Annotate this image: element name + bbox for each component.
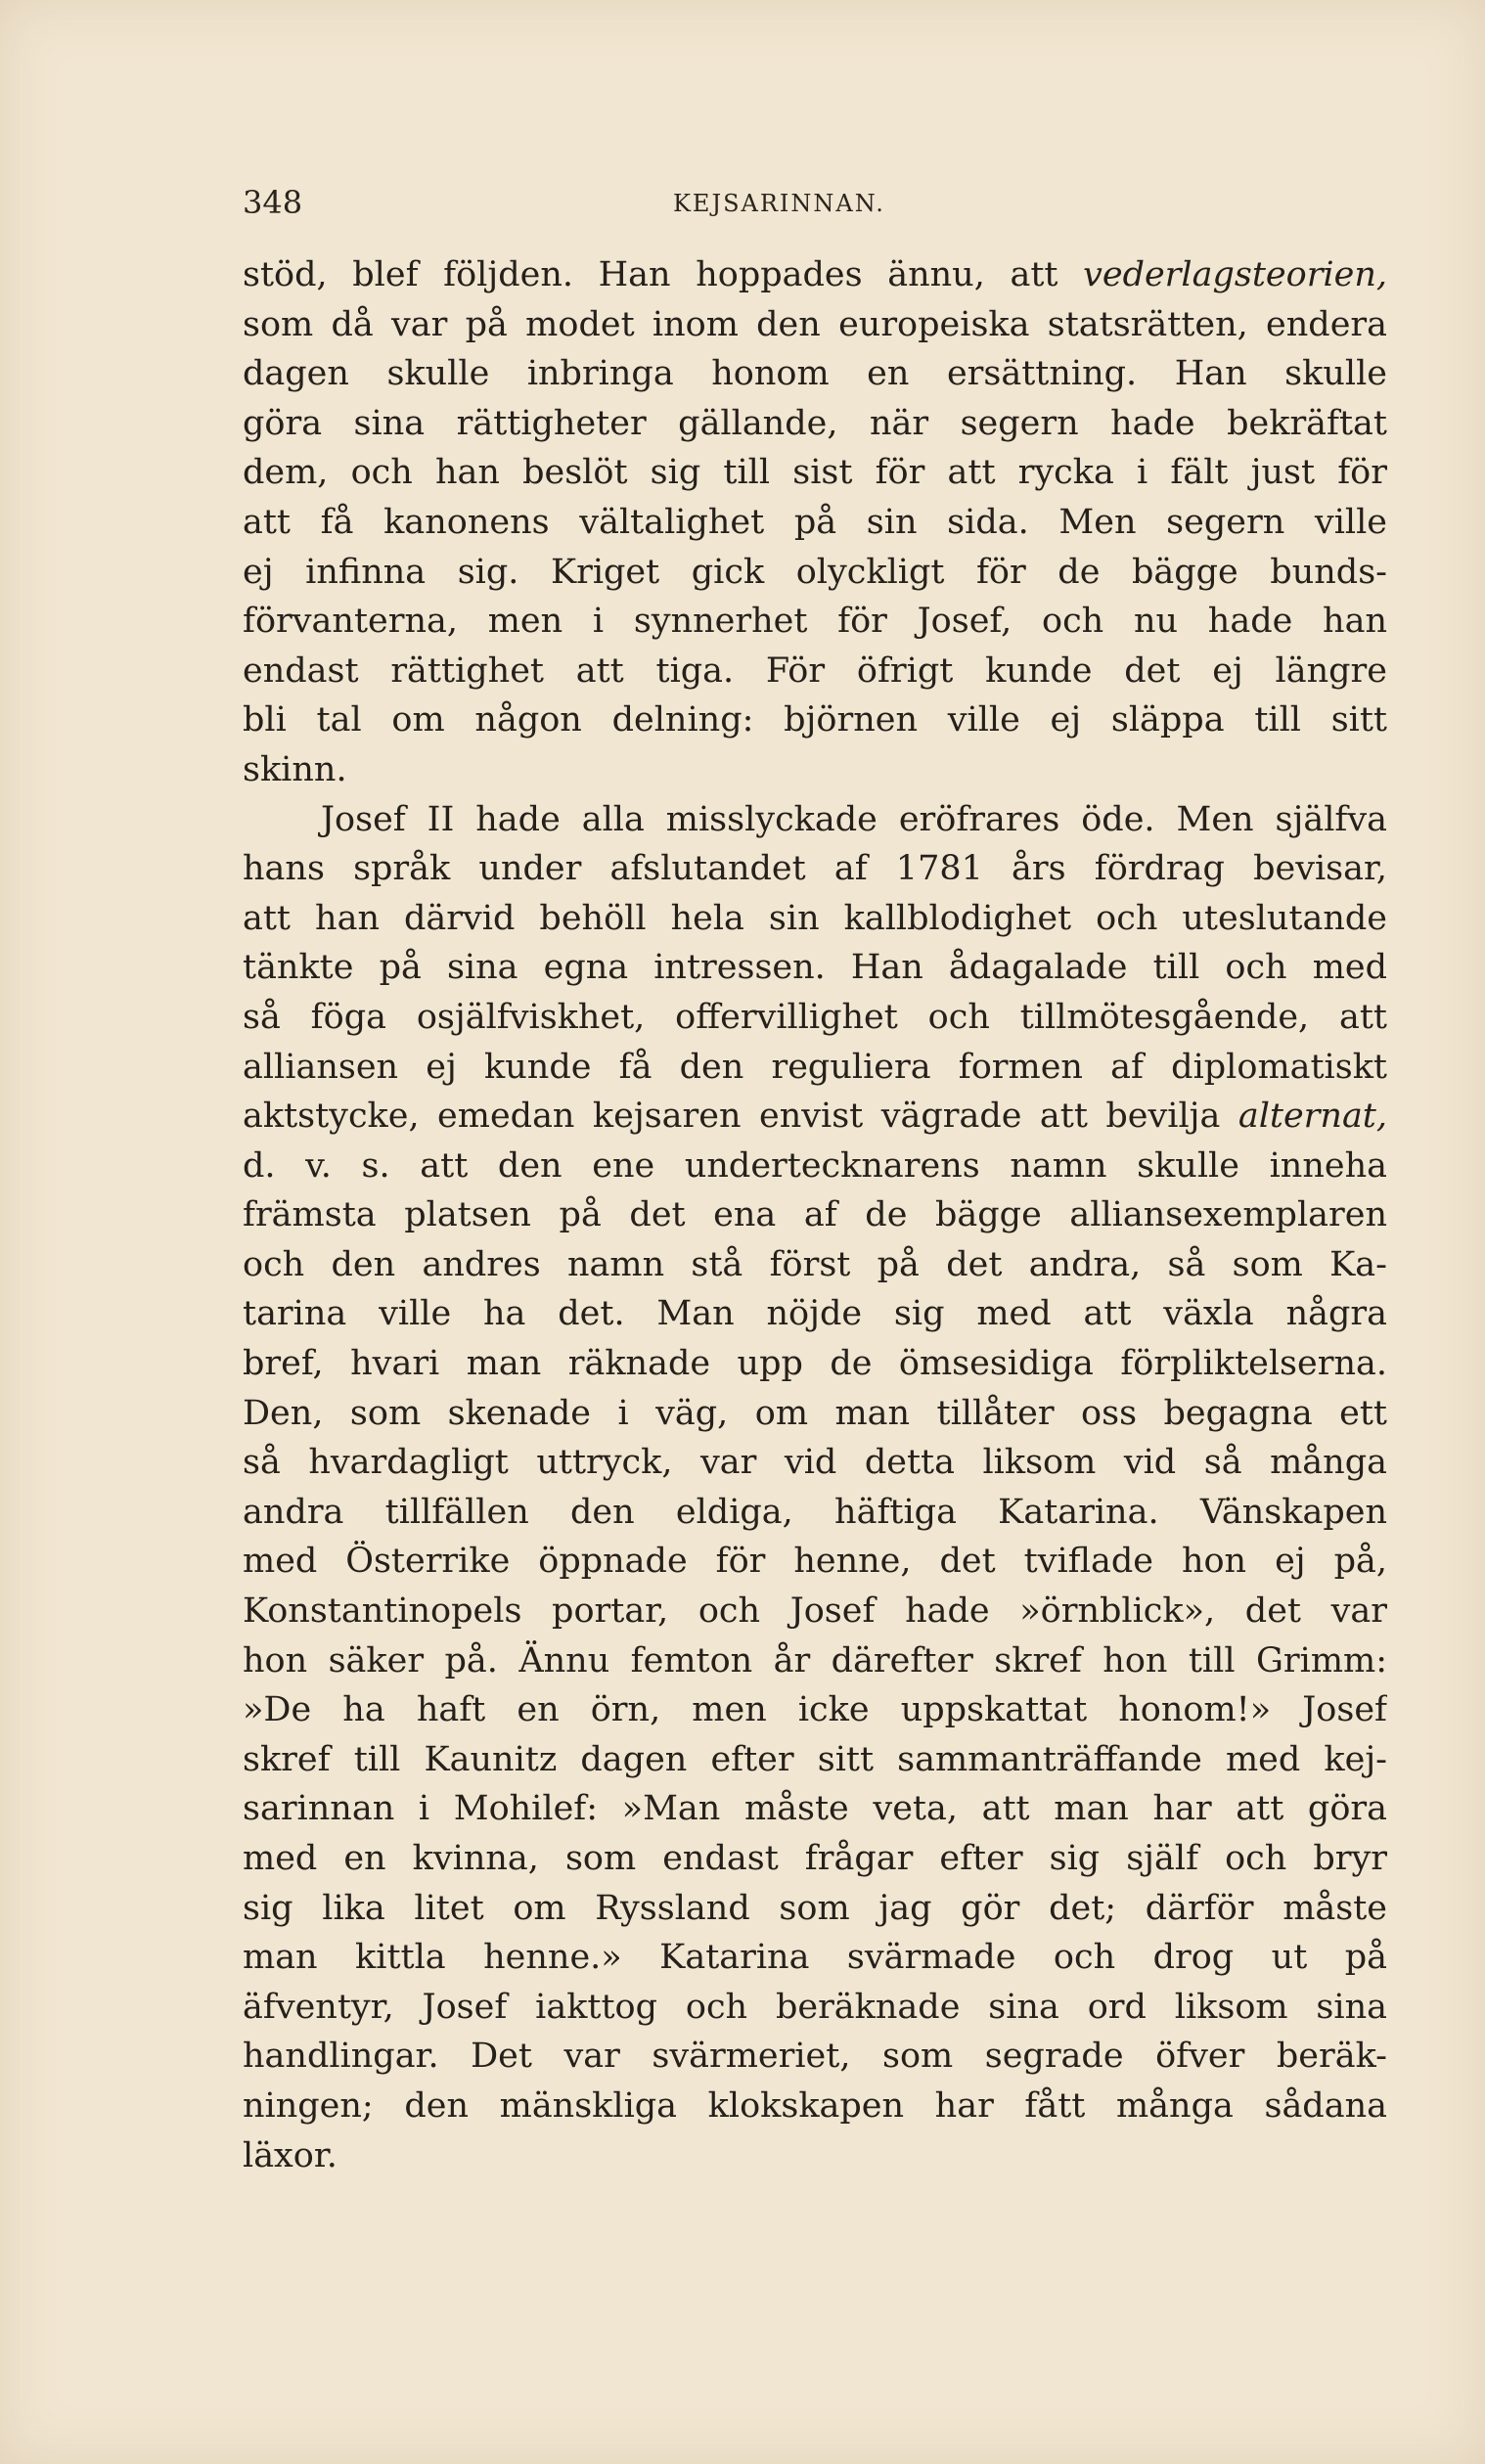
- text-line: som då var på modet inom den europeiska statsrätten, endera: [243, 304, 1387, 344]
- text-line: så hvardagligt uttryck, var vid detta liksom vid så många: [243, 1443, 1387, 1483]
- text-line: tarina ville ha det. Man nöjde sig med att växla några: [243, 1294, 1387, 1334]
- text-line: stöd, blef följden. Han hoppades ännu, att vederlagsteorien,: [243, 255, 1387, 294]
- text-line: bref, hvari man räknade upp de ömsesidiga förpliktelserna.: [243, 1344, 1387, 1384]
- text-line: bli tal om någon delning: björnen ville ej släppa till sitt: [243, 700, 1387, 740]
- text-line: ej infinna sig. Kriget gick olyckligt för de bägge bunds-: [243, 552, 1387, 592]
- text-line: dagen skulle inbringa honom en ersättning. Han skulle: [243, 354, 1387, 394]
- text-line: sig lika litet om Ryssland som jag gör det; därför måste: [243, 1888, 1387, 1928]
- text-line: tänkte på sina egna intressen. Han ådagalade till och med: [243, 948, 1387, 988]
- text-line: Den, som skenade i väg, om man tillåter oss begagna ett: [243, 1393, 1387, 1433]
- text-line: läxor.: [243, 2135, 338, 2175]
- text-line: förvanterna, men i synnerhet för Josef, och nu hade han: [243, 602, 1387, 642]
- text-line: skinn.: [243, 749, 347, 789]
- text-line: äfventyr, Josef iakttog och beräknade sina ord liksom sina: [243, 1987, 1387, 2027]
- text-line: Konstantinopels portar, och Josef hade »örnblick», det var: [243, 1591, 1387, 1632]
- text-line: hon säker på. Ännu femton år därefter skref hon till Grimm:: [243, 1640, 1387, 1680]
- text-line: handlingar. Det var svärmeriet, som segrade öfver beräk-: [243, 2037, 1387, 2077]
- page-header: [243, 184, 1387, 233]
- text-line: främsta platsen på det ena af de bägge alliansexemplaren: [243, 1195, 1387, 1235]
- text-line: aktstycke, emedan kejsaren envist vägrade att bevilja alternat,: [243, 1097, 1387, 1137]
- text-line: skref till Kaunitz dagen efter sitt sammanträffande med kej-: [243, 1739, 1387, 1779]
- text-line: »De ha haft en örn, men icke uppskattat honom!» Josef: [243, 1690, 1387, 1730]
- text-line: dem, och han beslöt sig till sist för att rycka i fält just för: [243, 453, 1387, 493]
- text-line: Josef II hade alla misslyckade eröfrares öde. Men själfva: [321, 799, 1387, 839]
- text-line: endast rättighet att tiga. För öfrigt kunde det ej längre: [243, 650, 1387, 691]
- text-line: att få kanonens vältalighet på sin sida. Men segern ville: [243, 502, 1387, 542]
- text-line: man kittla henne.» Katarina svärmade och drog ut på: [243, 1938, 1387, 1978]
- body-text: [243, 250, 1387, 2180]
- running-title: KEJSARINNAN.: [673, 190, 885, 217]
- text-line: med en kvinna, som endast frågar efter sig själf och bryr: [243, 1839, 1387, 1878]
- italic-term: alternat,: [1238, 1097, 1387, 1137]
- italic-term: vederlagsteorien,: [1083, 255, 1387, 294]
- text-line: ningen; den mänskliga klokskapen har fått många sådana: [243, 2085, 1387, 2126]
- text-line: och den andres namn stå först på det andra, så som Ka-: [243, 1244, 1387, 1284]
- text-line: så föga osjälfviskhet, offervillighet och tillmötesgående, att: [243, 997, 1387, 1037]
- text-line: andra tillfällen den eldiga, häftiga Katarina. Vänskapen: [243, 1492, 1387, 1532]
- text-line: att han därvid behöll hela sin kallblodighet och uteslutande: [243, 898, 1387, 938]
- text-line: alliansen ej kunde få den reguliera formen af diplomatiskt: [243, 1047, 1387, 1087]
- text-line: med Österrike öppnade för henne, det tviflade hon ej på,: [243, 1542, 1387, 1582]
- text-line: hans språk under afslutandet af 1781 års fördrag bevisar,: [243, 849, 1387, 889]
- text-line: sarinnan i Mohilef: »Man måste veta, att man har att göra: [243, 1789, 1387, 1829]
- text-line: d. v. s. att den ene undertecknarens namn skulle inneha: [243, 1145, 1387, 1186]
- page-number: 348: [243, 184, 303, 221]
- text-line: göra sina rättigheter gällande, när segern hade bekräftat: [243, 403, 1387, 443]
